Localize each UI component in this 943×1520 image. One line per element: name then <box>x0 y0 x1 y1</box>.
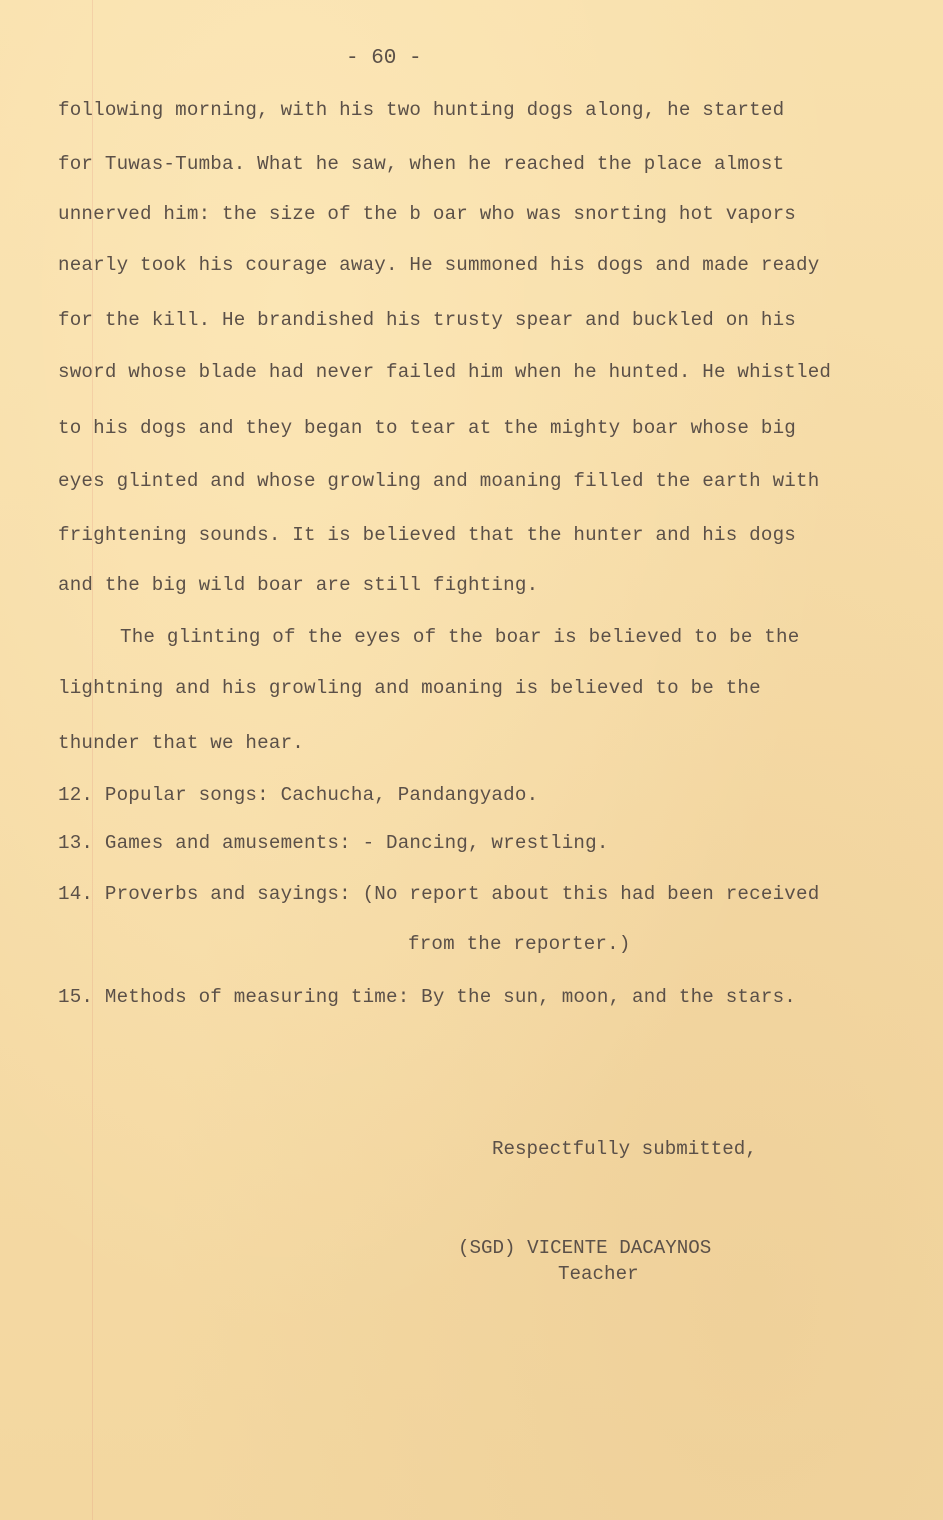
margin-rule <box>92 0 93 1520</box>
paragraph-line: and the big wild boar are still fighting. <box>58 574 539 596</box>
list-item-continuation: from the reporter.) <box>408 933 631 955</box>
closing-salutation: Respectfully submitted, <box>492 1138 757 1160</box>
paragraph-line: sword whose blade had never failed him when he hunted. He whistled <box>58 361 832 383</box>
list-item: 14. Proverbs and sayings: (No report about this had been received <box>58 883 820 905</box>
list-item: 13. Games and amusements: - Dancing, wrestling. <box>58 832 609 854</box>
paragraph-line: to his dogs and they began to tear at the mighty boar whose big <box>58 417 797 439</box>
paragraph-line: for Tuwas-Tumba. What he saw, when he reached the place almost <box>58 153 785 175</box>
paragraph-line: lightning and his growling and moaning is believed to be the <box>58 677 761 699</box>
paragraph-line: The glinting of the eyes of the boar is believed to be the <box>120 626 800 648</box>
page-number: - 60 - <box>346 47 422 70</box>
paragraph-line: following morning, with his two hunting dogs along, he started <box>58 99 785 121</box>
paragraph-line: eyes glinted and whose growling and moaning filled the earth with <box>58 470 820 492</box>
list-item: 12. Popular songs: Cachucha, Pandangyado. <box>58 784 539 806</box>
signature-name: (SGD) VICENTE DACAYNOS <box>458 1237 712 1259</box>
paragraph-line: nearly took his courage away. He summoned his dogs and made ready <box>58 254 820 276</box>
paragraph-line: for the kill. He brandished his trusty spear and buckled on his <box>58 309 797 331</box>
paragraph-line: thunder that we hear. <box>58 732 305 754</box>
paragraph-line: unnerved him: the size of the b oar who was snorting hot vapors <box>58 203 797 225</box>
signature-title: Teacher <box>558 1263 639 1285</box>
list-item: 15. Methods of measuring time: By the sun, moon, and the stars. <box>58 986 797 1008</box>
paragraph-line: frightening sounds. It is believed that the hunter and his dogs <box>58 524 797 546</box>
